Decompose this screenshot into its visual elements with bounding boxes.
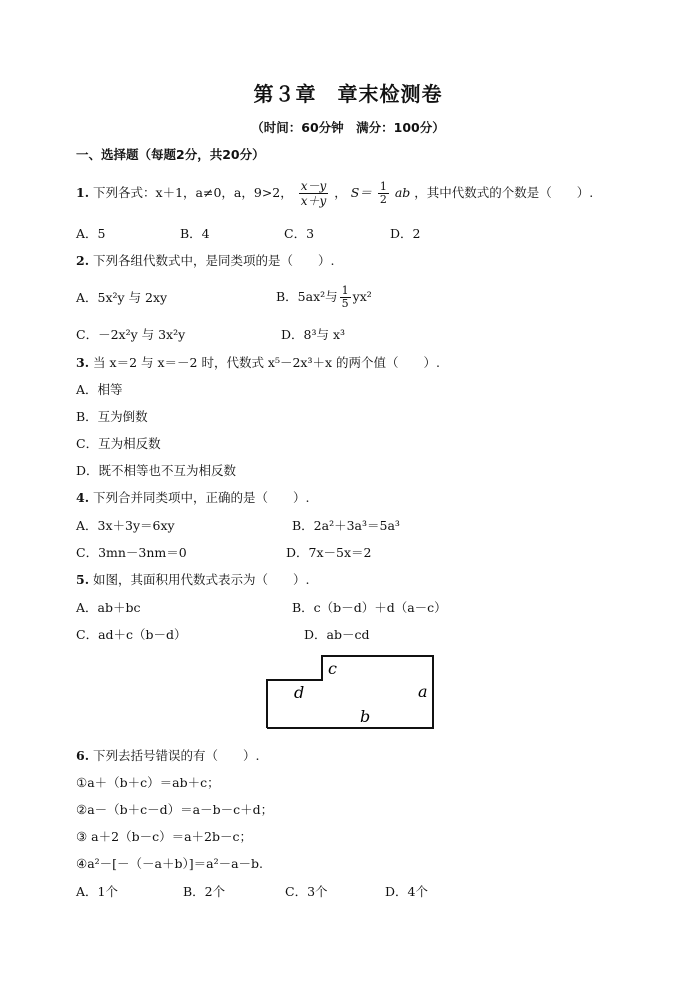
option-b xyxy=(276,280,372,314)
option-b: B．互为倒数 xyxy=(76,409,148,424)
option-c: C．3个 xyxy=(285,884,328,899)
fraction-numerator: 1 xyxy=(379,180,387,193)
figure-outline xyxy=(267,656,433,728)
question-text: 下列合并同类项中，正确的是（ ）. xyxy=(93,490,310,505)
question-2 xyxy=(76,253,335,269)
fraction xyxy=(378,181,389,206)
option-a: A．1个 xyxy=(76,884,118,899)
option-a: A．相等 xyxy=(76,382,123,397)
option-a: A．3x＋3y＝6xy xyxy=(76,518,175,533)
list-item: ④a²－[－（－a＋b）]＝a²－a－b. xyxy=(76,856,264,871)
option-text: yx² xyxy=(352,289,372,304)
option-a: A．5x²y 与 2xy xyxy=(76,290,168,305)
section-heading: 一、选择题（每题2分，共20分） xyxy=(76,147,265,162)
question-4 xyxy=(76,490,310,506)
question-text: 当 x＝2 与 x＝－2 时，代数式 x⁵－2x³＋x 的两个值（ ）. xyxy=(93,355,440,370)
question-number: 1. xyxy=(76,185,90,200)
question-number: 6. xyxy=(76,748,90,763)
label-d: d xyxy=(294,683,305,702)
question-number: 2. xyxy=(76,253,90,268)
exam-info: （时间：60分钟 满分：100分） xyxy=(251,120,445,135)
question-1 xyxy=(76,177,593,209)
option-b: B．2a²＋3a³＝5a³ xyxy=(292,518,400,533)
question-number: 3. xyxy=(76,355,90,370)
question-text: 如图，其面积用代数式表示为（ ）. xyxy=(93,572,310,587)
list-item: ②a－（b＋c－d）＝a－b－c＋d； xyxy=(76,802,274,817)
question-text: ，其中代数式的个数是（ ）. xyxy=(414,185,594,200)
option-c: C．ad＋c（b－d） xyxy=(76,627,187,642)
formula-s: S＝ xyxy=(350,185,372,200)
question-6 xyxy=(76,748,260,764)
label-b: b xyxy=(360,707,371,726)
option-a: A．5 xyxy=(76,226,106,241)
option-c: C．3mn－3nm＝0 xyxy=(76,545,187,560)
page-title: 第３章 章末检测卷 xyxy=(253,82,443,106)
option-d: D．7x－5x＝2 xyxy=(286,545,372,560)
label-a: a xyxy=(418,682,428,701)
question-text: ， xyxy=(334,185,347,200)
label-c: c xyxy=(328,659,337,678)
option-a: A．ab＋bc xyxy=(76,600,141,615)
option-c: C．互为相反数 xyxy=(76,436,161,451)
option-d: D．8³与 x³ xyxy=(281,327,346,342)
fraction xyxy=(340,285,351,310)
option-d: D．4个 xyxy=(385,884,428,899)
list-item: ③ a＋2（b－c）＝a＋2b－c； xyxy=(76,829,252,844)
fraction-numerator: 1 xyxy=(341,284,349,297)
area-figure xyxy=(266,655,438,731)
list-item: ①a＋（b＋c）＝ab＋c； xyxy=(76,775,220,790)
formula-ab: ab xyxy=(394,185,411,200)
fraction-denominator: 5 xyxy=(341,297,349,310)
option-b: B．4 xyxy=(180,226,210,241)
option-c: C．－2x²y 与 3x²y xyxy=(76,327,186,342)
fraction-denominator: 2 xyxy=(379,193,387,206)
question-text: 下列去括号错误的有（ ）. xyxy=(93,748,260,763)
question-text: 下列各组代数式中，是同类项的是（ ）. xyxy=(93,253,335,268)
option-d: D．2 xyxy=(390,226,421,241)
question-number: 4. xyxy=(76,490,90,505)
fraction-numerator: x－y xyxy=(300,179,327,193)
option-b: B．c（b－d）＋d（a－c） xyxy=(292,600,447,615)
question-3 xyxy=(76,355,440,371)
option-c: C．3 xyxy=(284,226,315,241)
option-b: B．2个 xyxy=(183,884,226,899)
option-d: D．既不相等也不互为相反数 xyxy=(76,463,237,478)
fraction xyxy=(299,179,329,208)
option-text: B．5ax²与 xyxy=(276,289,338,304)
question-text: 下列各式：x＋1，a≠0，a，9>2， xyxy=(93,185,293,200)
fraction-denominator: x＋y xyxy=(300,194,327,208)
question-5 xyxy=(76,572,310,588)
question-number: 5. xyxy=(76,572,90,587)
option-d: D．ab－cd xyxy=(304,627,370,642)
